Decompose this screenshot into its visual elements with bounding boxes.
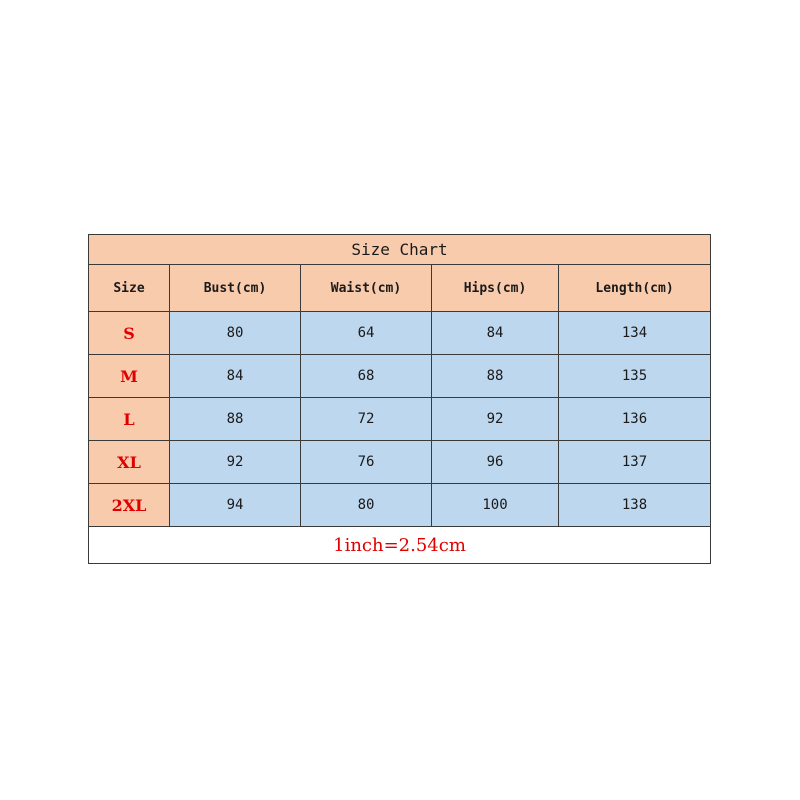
bust-value: 80	[170, 312, 301, 355]
table-row	[89, 398, 711, 441]
length-value: 137	[559, 441, 711, 484]
waist-value: 72	[301, 398, 432, 441]
length-value: 135	[559, 355, 711, 398]
table-row	[89, 484, 711, 527]
bust-value: 84	[170, 355, 301, 398]
hips-value: 88	[432, 355, 559, 398]
conversion-note: 1inch=2.54cm	[89, 527, 711, 564]
bust-value: 94	[170, 484, 301, 527]
size-label: L	[89, 398, 170, 441]
size-label: M	[89, 355, 170, 398]
header-size: Size	[89, 265, 170, 312]
header-length: Length(cm)	[559, 265, 711, 312]
length-value: 136	[559, 398, 711, 441]
waist-value: 76	[301, 441, 432, 484]
size-label: XL	[89, 441, 170, 484]
length-value: 134	[559, 312, 711, 355]
hips-value: 100	[432, 484, 559, 527]
header-waist: Waist(cm)	[301, 265, 432, 312]
hips-value: 92	[432, 398, 559, 441]
waist-value: 64	[301, 312, 432, 355]
header-row	[89, 265, 711, 312]
header-bust: Bust(cm)	[170, 265, 301, 312]
table-row	[89, 355, 711, 398]
size-label: S	[89, 312, 170, 355]
length-value: 138	[559, 484, 711, 527]
table-row	[89, 441, 711, 484]
waist-value: 68	[301, 355, 432, 398]
chart-title: Size Chart	[89, 235, 711, 265]
size-label: 2XL	[89, 484, 170, 527]
header-hips: Hips(cm)	[432, 265, 559, 312]
title-row	[89, 235, 711, 265]
hips-value: 84	[432, 312, 559, 355]
table-row	[89, 312, 711, 355]
hips-value: 96	[432, 441, 559, 484]
size-chart-table	[88, 234, 711, 564]
bust-value: 92	[170, 441, 301, 484]
waist-value: 80	[301, 484, 432, 527]
bust-value: 88	[170, 398, 301, 441]
note-row	[89, 527, 711, 564]
